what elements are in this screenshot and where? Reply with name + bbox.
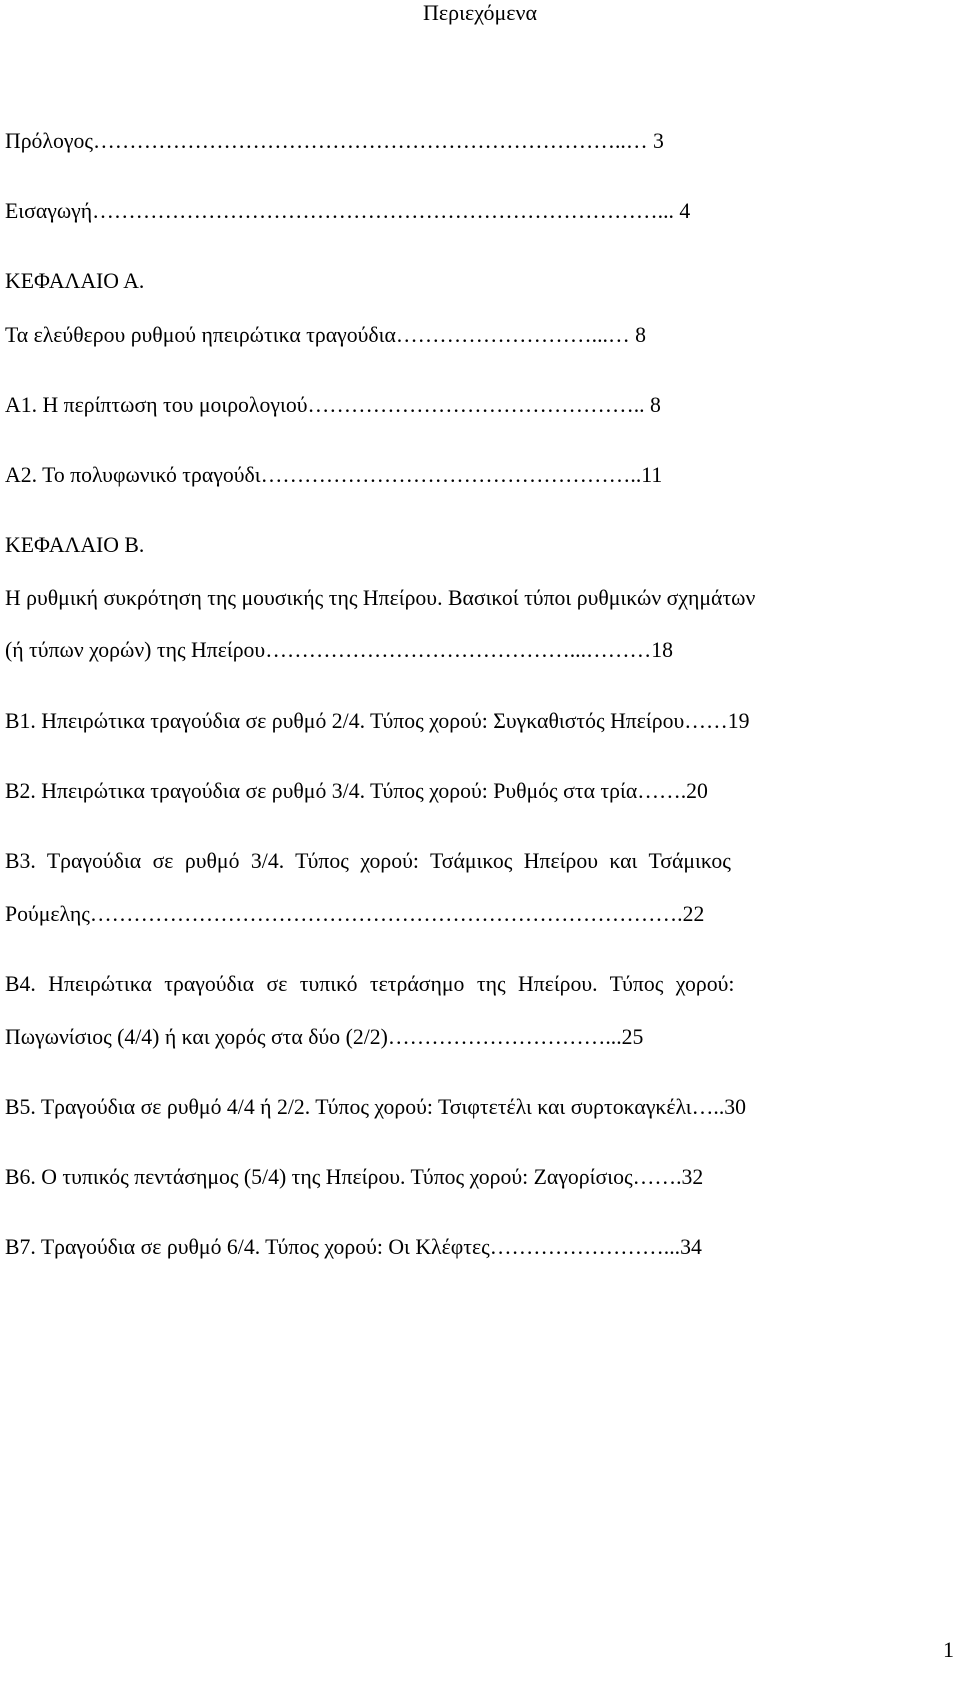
toc-line-chapter-a: ΚΕΦΑΛΑΙΟ Α.: [5, 269, 145, 293]
page-title: Περιεχόμενα: [422, 0, 538, 25]
toc-line-a2: Α2. Το πολυφωνικό τραγούδι……………………………………………..11: [5, 463, 663, 487]
toc-line-b4-1: Β4. Ηπειρώτικα τραγούδια σε τυπικό τετράσημο της Ηπείρου. Τύπος χορού:: [5, 972, 735, 996]
toc-line-chapter-a-title: Τα ελεύθερου ρυθμού ηπειρώτικα τραγούδια………………………...… 8: [5, 323, 647, 347]
toc-line-b7: Β7. Τραγούδια σε ρυθμό 6/4. Τύπος χορού: Οι Κλέφτες……………………...34: [5, 1235, 702, 1259]
page-number: 1: [943, 1637, 954, 1662]
toc-line-prologue: Πρόλογος………………………………………………………………..… 3: [5, 129, 664, 153]
toc-line-b1: Β1. Ηπειρώτικα τραγούδια σε ρυθμό 2/4. Τύπος χορού: Συγκαθιστός Ηπείρου……19: [5, 709, 750, 733]
toc-line-b3-1: Β3. Τραγούδια σε ρυθμό 3/4. Τύπος χορού: Τσάμικος Ηπείρου και Τσάμικος: [5, 849, 731, 873]
toc-line-b2: Β2. Ηπειρώτικα τραγούδια σε ρυθμό 3/4. Τύπος χορού: Ρυθμός στα τρία…….20: [5, 779, 708, 803]
toc-line-b6: Β6. Ο τυπικός πεντάσημος (5/4) της Ηπείρου. Τύπος χορού: Ζαγορίσιος…….32: [5, 1165, 704, 1189]
toc-line-chapter-b-title-1: Η ρυθμική συκρότηση της μουσικής της Ηπείρου. Βασικοί τύποι ρυθμικών σχημάτων: [5, 586, 756, 610]
toc-line-b4-2: Πωγωνίσιος (4/4) ή και χορός στα δύο (2/2)…………………………...25: [5, 1025, 644, 1049]
toc-line-introduction: Εισαγωγή……………………………………………………………………... 4: [5, 199, 691, 223]
toc-line-chapter-b-title-2: (ή τύπων χορών) της Ηπείρου……………………………………...………18: [5, 638, 674, 662]
toc-line-b5: Β5. Τραγούδια σε ρυθμό 4/4 ή 2/2. Τύπος χορού: Τσιφτετέλι και συρτοκαγκέλι…..30: [5, 1095, 747, 1119]
toc-line-b3-2: Ρούμελης……………………………………………………………………….22: [5, 902, 705, 926]
toc-line-a1: Α1. Η περίπτωση του μοιρολογιού……………………………………….. 8: [5, 393, 661, 417]
toc-line-chapter-b: ΚΕΦΑΛΑΙΟ Β.: [5, 533, 145, 557]
